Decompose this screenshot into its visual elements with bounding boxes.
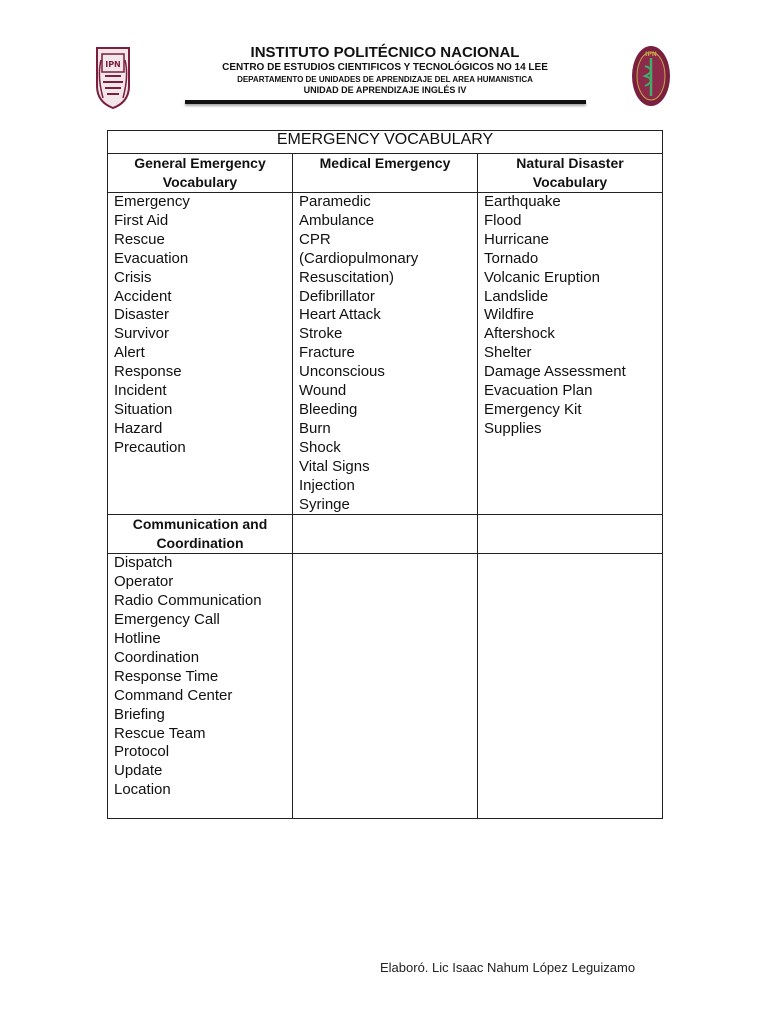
vocabulary-word: Landslide <box>484 287 549 305</box>
vocabulary-word: Response Time <box>114 667 219 685</box>
vocabulary-word: Stroke <box>299 325 343 343</box>
vocabulary-word: Supplies <box>484 419 542 437</box>
vocabulary-word: Survivor <box>114 325 170 343</box>
vocabulary-word: Alert <box>114 344 145 362</box>
vocabulary-word: Disaster <box>114 306 170 324</box>
vocabulary-table <box>107 130 663 819</box>
vocabulary-word: Briefing <box>114 705 165 723</box>
vocabulary-word: Burn <box>299 419 331 437</box>
empty-header-cell <box>293 515 478 554</box>
header-general: General Emergency Vocabulary <box>108 154 293 193</box>
header-natural: Natural Disaster Vocabulary <box>478 154 663 193</box>
vocabulary-word: Unconscious <box>299 363 385 381</box>
vocabulary-word: Vital Signs <box>299 457 370 475</box>
vocabulary-word: Shelter <box>484 344 532 362</box>
empty-header-cell <box>478 515 663 554</box>
vocabulary-word: Situation <box>114 400 173 418</box>
vocabulary-word: Hotline <box>114 630 161 648</box>
vocabulary-word: (Cardiopulmonary <box>299 249 419 267</box>
header-titles <box>180 44 590 96</box>
header-divider <box>185 100 586 104</box>
vocabulary-word: Bleeding <box>299 400 358 418</box>
vocabulary-word: Heart Attack <box>299 306 381 324</box>
vocabulary-word: Emergency Kit <box>484 400 582 418</box>
header-medical: Medical Emergency <box>293 154 478 193</box>
table-title: EMERGENCY VOCABULARY <box>108 131 663 154</box>
vocabulary-word: Rescue <box>114 230 165 248</box>
vocabulary-word: Resuscitation) <box>299 268 395 286</box>
vocabulary-word: Location <box>114 781 171 799</box>
vocabulary-word: Damage Assessment <box>484 363 626 381</box>
vocabulary-word: Fracture <box>299 344 355 362</box>
author-footer: Elaboró. Lic Isaac Nahum López Leguizamo <box>380 960 636 975</box>
vocabulary-word: Protocol <box>114 743 170 761</box>
communication-vocabulary-list <box>108 554 293 819</box>
vocabulary-word: Injection <box>299 476 355 494</box>
vocabulary-word: Earthquake <box>484 193 561 210</box>
general-vocabulary-list <box>108 193 293 515</box>
ipn-medical-logo-right <box>630 44 672 108</box>
vocabulary-word: Wildfire <box>484 306 535 324</box>
vocabulary-word: Shock <box>299 438 341 456</box>
vocabulary-word: Syringe <box>299 495 350 513</box>
vocabulary-word: Radio Communication <box>114 592 262 610</box>
vocabulary-word: First Aid <box>114 211 169 229</box>
vocabulary-word: Paramedic <box>299 193 371 210</box>
center-name: CENTRO DE ESTUDIOS CIENTIFICOS Y TECNOLÓGICOS NO 14 LEE <box>222 62 548 73</box>
vocabulary-word: Evacuation <box>114 249 189 267</box>
empty-cell <box>293 554 478 819</box>
header-communication: Communication and Coordination <box>108 515 293 554</box>
vocabulary-word: Response <box>114 363 182 381</box>
vocabulary-word: Precaution <box>114 438 186 456</box>
department-name: DEPARTAMENTO DE UNIDADES DE APRENDIZAJE DEL AREA HUMANISTICA <box>237 75 533 84</box>
logo-left-text: IPN <box>105 60 121 69</box>
vocabulary-word: Coordination <box>114 648 200 666</box>
logo-right-text: IPN <box>645 51 657 58</box>
natural-disaster-vocabulary-list <box>478 193 663 515</box>
vocabulary-word: CPR <box>299 230 331 248</box>
vocabulary-word: Volcanic Eruption <box>484 268 600 286</box>
vocabulary-word: Evacuation Plan <box>484 382 593 400</box>
vocabulary-word: Wound <box>299 382 347 400</box>
empty-cell <box>478 554 663 819</box>
unit-name: UNIDAD DE APRENDIZAJE INGLÉS IV <box>303 85 467 95</box>
vocabulary-word: Emergency <box>114 193 190 210</box>
vocabulary-word: Crisis <box>114 268 152 286</box>
institution-name: INSTITUTO POLITÉCNICO NACIONAL <box>250 44 520 61</box>
vocabulary-word: Emergency Call <box>114 611 220 629</box>
vocabulary-word: Accident <box>114 287 172 305</box>
vocabulary-word: Hurricane <box>484 230 550 248</box>
document-header <box>0 0 768 110</box>
vocabulary-word: Tornado <box>484 249 539 267</box>
ipn-logo-left <box>93 46 133 110</box>
vocabulary-word: Dispatch <box>114 554 173 572</box>
vocabulary-word: Operator <box>114 573 174 591</box>
vocabulary-word: Aftershock <box>484 325 555 343</box>
vocabulary-word: Ambulance <box>299 211 375 229</box>
vocabulary-word: Hazard <box>114 419 163 437</box>
vocabulary-word: Command Center <box>114 686 233 704</box>
medical-vocabulary-list <box>293 193 478 515</box>
vocabulary-word: Flood <box>484 211 522 229</box>
vocabulary-word: Rescue Team <box>114 724 206 742</box>
vocabulary-word: Defibrillator <box>299 287 375 305</box>
vocabulary-word: Incident <box>114 382 167 400</box>
vocabulary-word: Update <box>114 762 163 780</box>
